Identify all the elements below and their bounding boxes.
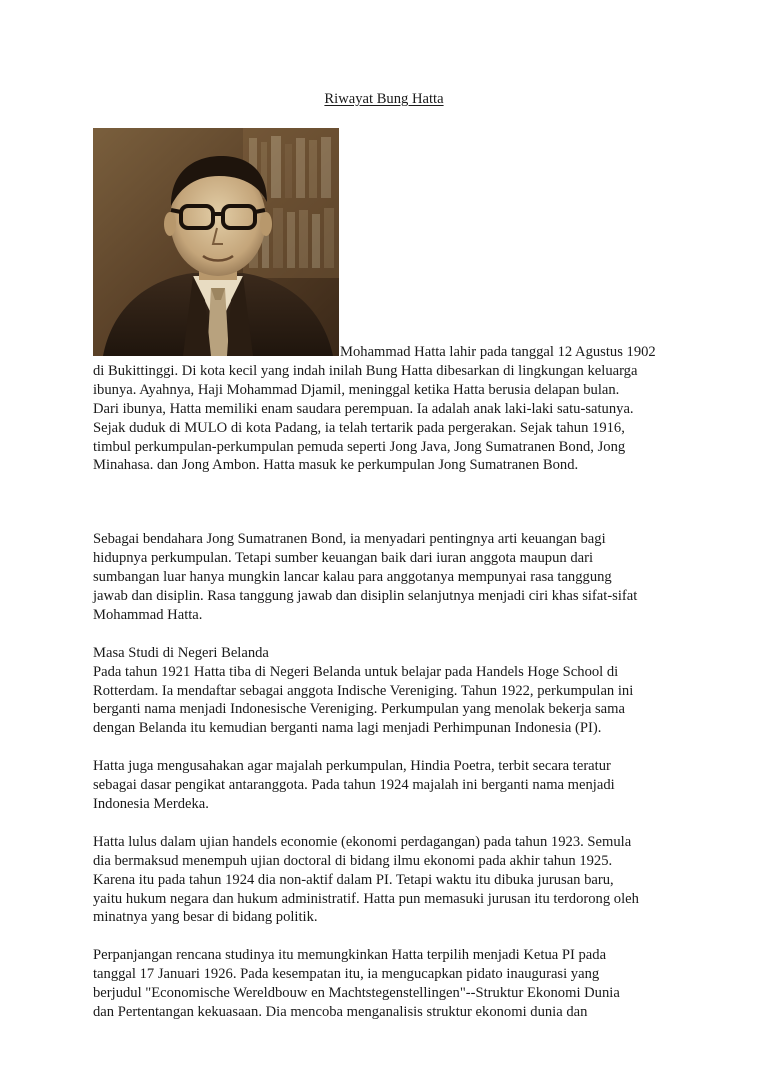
- section-heading: Masa Studi di Negeri Belanda: [93, 644, 269, 661]
- text-line: Minahasa. dan Jong Ambon. Hatta masuk ke perkumpulan Jong Sumatranen Bond.: [93, 457, 579, 474]
- text-line: yaitu hukum negara dan hukum administratif. Hatta pun memasuki jurusan itu terdorong oleh: [93, 890, 639, 907]
- text-line: di Bukittinggi. Di kota kecil yang indah inilah Bung Hatta dibesarkan di lingkungan keluarga: [93, 362, 638, 379]
- text-line: timbul perkumpulan-perkumpulan pemuda seperti Jong Java, Jong Sumatranen Bond, Jong: [93, 438, 626, 455]
- text-line: Indonesia Merdeka.: [93, 796, 209, 812]
- text-line: Sejak duduk di MULO di kota Padang, ia telah tertarik pada pergerakan. Sejak tahun 1916,: [93, 419, 625, 436]
- text-line: Pada tahun 1921 Hatta tiba di Negeri Belanda untuk belajar pada Handels Hoge School di: [93, 663, 619, 680]
- text-line: sebagai dasar pengikat antaranggota. Pada tahun 1924 majalah ini berganti nama menjadi: [93, 777, 615, 794]
- text-line: dan Pertentangan kekuasaan. Dia mencoba menganalisis struktur ekonomi dunia dan: [93, 1003, 588, 1020]
- paragraph-intro-first-line: Mohammad Hatta lahir pada tanggal 12 Agustus 1902: [340, 344, 656, 360]
- text-line: Hatta juga mengusahakan agar majalah perkumpulan, Hindia Poetra, terbit secara teratur: [93, 758, 611, 775]
- text-line: ibunya. Ayahnya, Haji Mohammad Djamil, meninggal ketika Hatta berusia delapan bulan.: [93, 381, 620, 398]
- paragraph-lulus: [93, 833, 679, 928]
- paragraph-perpanjangan: [93, 946, 679, 1022]
- text-line: Perpanjangan rencana studinya itu memungkinkan Hatta terpilih menjadi Ketua PI pada: [93, 947, 607, 964]
- text-line: minatnya yang besar di bidang politik.: [93, 909, 318, 926]
- text-line: Karena itu pada tahun 1924 dia non-aktif dalam PI. Tetapi waktu itu dibuka jurusan baru,: [93, 871, 614, 888]
- text-line: Mohammad Hatta.: [93, 606, 203, 623]
- paragraph-intro: [93, 362, 679, 475]
- paragraph-majalah: [93, 757, 679, 814]
- paragraph-masa-studi: [93, 644, 679, 739]
- text-line: Sebagai bendahara Jong Sumatranen Bond, ia menyadari pentingnya arti keuangan bagi: [93, 531, 606, 548]
- text-line: jawab dan disiplin. Rasa tanggung jawab dan disiplin selanjutnya menjadi ciri khas sifat-sifat: [93, 588, 638, 605]
- text-line: dengan Belanda itu kemudian berganti nama lagi menjadi Perhimpunan Indonesia (PI).: [93, 720, 602, 737]
- text-line: berganti nama menjadi Indonesische Vereniging. Perkumpulan yang menolak bekerja sama: [93, 701, 625, 718]
- text-line: Hatta lulus dalam ujian handels economie (ekonomi perdagangan) pada tahun 1923. Semula: [93, 833, 632, 850]
- page-title: Riwayat Bung Hatta: [324, 91, 444, 107]
- paragraph-bendahara: [93, 530, 679, 625]
- document-body: [93, 343, 679, 1022]
- portrait-photo: [93, 128, 339, 356]
- text-line: hidupnya perkumpulan. Tetapi sumber keuangan baik dari iuran anggota maupun dari: [93, 550, 594, 567]
- text-line: tanggal 17 Januari 1926. Pada kesempatan itu, ia mengucapkan pidato inaugurasi yang: [93, 966, 600, 983]
- text-line: Dari ibunya, Hatta memiliki enam saudara perempuan. Ia adalah anak laki-laki satu-satunya.: [93, 400, 634, 417]
- text-line: dia bermaksud menempuh ujian doctoral di bidang ilmu ekonomi pada akhir tahun 1925.: [93, 852, 613, 869]
- text-line: berjudul "Economische Wereldbouw en Machtstegenstellingen"--Struktur Ekonomi Dunia: [93, 985, 620, 1002]
- text-line: Rotterdam. Ia mendaftar sebagai anggota Indische Vereniging. Tahun 1922, perkumpulan ini: [93, 682, 634, 699]
- text-line: sumbangan luar hanya mungkin lancar kalau para anggotanya mempunyai rasa tanggung: [93, 569, 612, 586]
